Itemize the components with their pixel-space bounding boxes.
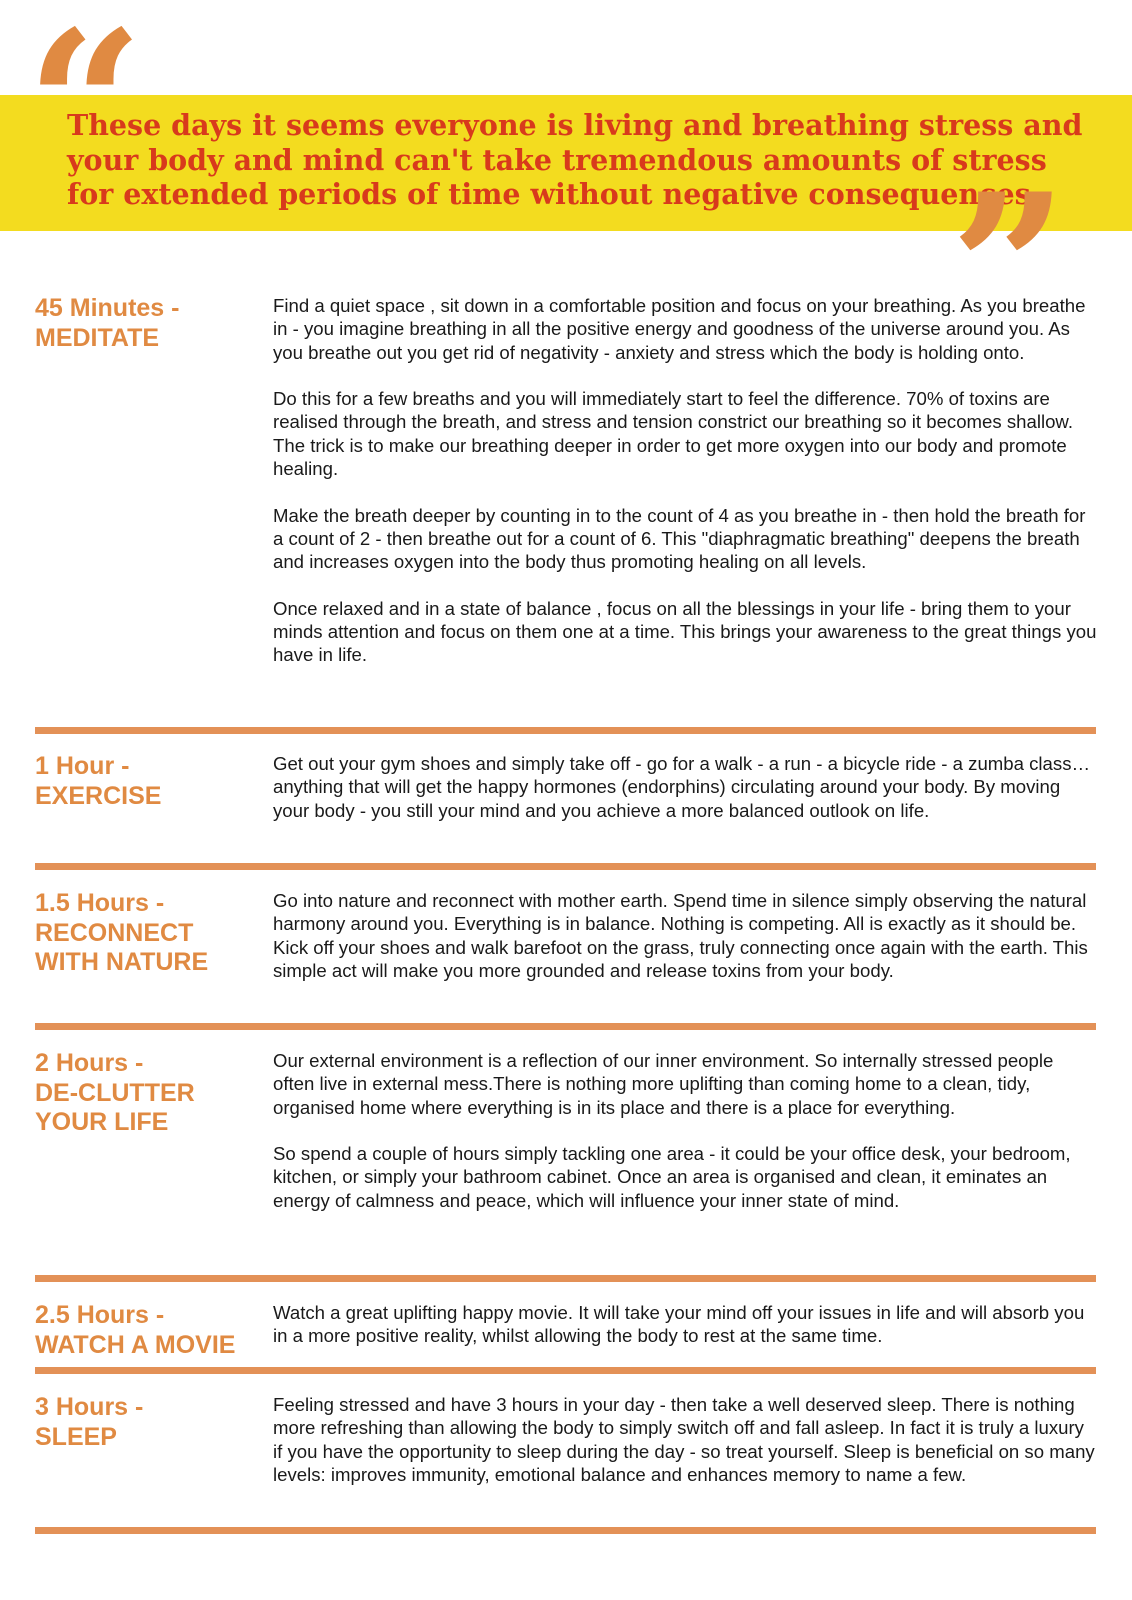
section-heading bbox=[35, 752, 255, 811]
section-heading-line: SLEEP bbox=[35, 1422, 117, 1451]
section-heading bbox=[35, 1049, 255, 1138]
section-divider bbox=[35, 1275, 1096, 1282]
paragraph: Make the breath deeper by counting in to the count of 4 as you breathe in - then hold the breath for a count of 2 - then breathe out for a count of 6. This "diaphragmatic breathing" deepens the breath and increases oxygen into the body thus promoting healing on all levels. bbox=[273, 504, 1086, 573]
section-heading-line: MEDITATE bbox=[35, 323, 160, 352]
section-body bbox=[273, 294, 1097, 667]
section-heading-line: 45 Minutes - bbox=[35, 294, 180, 322]
section-heading-line: RECONNECT bbox=[35, 918, 194, 947]
section-heading-line: 3 Hours - bbox=[35, 1393, 144, 1421]
section-heading-line: WITH NATURE bbox=[35, 948, 209, 976]
pull-quote-line: your body and mind can't take tremendous amounts of stress bbox=[67, 142, 1047, 177]
section-divider bbox=[35, 863, 1096, 870]
section-heading bbox=[35, 889, 255, 978]
open-quote-mark-icon: “ bbox=[26, 0, 144, 227]
section-body bbox=[273, 1393, 1097, 1486]
section-body bbox=[273, 752, 1097, 822]
section-heading-line: 1 Hour - bbox=[35, 752, 130, 780]
section-heading-line: DE-CLUTTER bbox=[35, 1078, 195, 1107]
section-heading-line: 2.5 Hours - bbox=[35, 1301, 165, 1329]
paragraph: Go into nature and reconnect with mother earth. Spend time in silence simply observing the natural harmony around you. Everything is in balance. Nothing is competing. All is exactly as it should be. Kick off your shoes and walk barefoot on the grass, truly connecting once again with the earth. This simple act will make you more grounded and release toxins from your body. bbox=[273, 890, 1088, 981]
section-body bbox=[273, 1301, 1097, 1348]
section-heading bbox=[35, 1393, 255, 1452]
pull-quote bbox=[67, 108, 1097, 212]
section-heading-line: EXERCISE bbox=[35, 781, 162, 810]
section-divider bbox=[35, 1367, 1096, 1374]
section-divider bbox=[35, 1023, 1096, 1030]
section-heading-line: 1.5 Hours - bbox=[35, 889, 165, 917]
section-body bbox=[273, 1049, 1097, 1212]
section-heading-line: YOUR LIFE bbox=[35, 1108, 169, 1136]
section-body bbox=[273, 889, 1097, 982]
paragraph: Once relaxed and in a state of balance , focus on all the blessings in your life - bring them to your minds attention and focus on them one at a time. This brings your awareness to the great things you have in life. bbox=[273, 597, 1097, 666]
section-heading-line: WATCH A MOVIE bbox=[35, 1330, 236, 1359]
paragraph: Find a quiet space , sit down in a comfortable position and focus on your breathing. As you breathe in - you imagine breathing in all the positive energy and goodness of the universe around you. As you breathe out you get rid of negativity - anxiety and stress which the body is holding onto. bbox=[273, 295, 1086, 363]
section-heading bbox=[35, 1301, 255, 1360]
close-quote-mark-icon: ” bbox=[950, 150, 1068, 390]
section-divider bbox=[35, 727, 1096, 734]
section-heading bbox=[35, 294, 255, 353]
paragraph: Our external environment is a reflection of our inner environment. So internally stressed people often live in external mess.There is nothing more uplifting than coming home to a clean, tidy, organised home where everything is in its place and there is a place for everything. bbox=[273, 1050, 1054, 1118]
paragraph: Feeling stressed and have 3 hours in your day - then take a well deserved sleep. There is nothing more refreshing than allowing the body to simply switch off and fall asleep. In fact it is truly a luxury if you have the opportunity to sleep during the day - so treat yourself. Sleep is beneficial on so many levels: improves immunity, emotional balance and enhances memory to name a few. bbox=[273, 1394, 1095, 1485]
pull-quote-line: for extended periods of time without negative consequences. bbox=[67, 177, 1041, 211]
paragraph: Do this for a few breaths and you will immediately start to feel the difference. 70% of toxins are realised through the breath, and stress and tension constrict our breathing so it becomes shallow. The trick is to make our breathing deeper in order to get more oxygen into our body and promote healing. bbox=[273, 388, 1073, 480]
paragraph: Get out your gym shoes and simply take off - go for a walk - a run - a bicycle ride - a zumba class…anything that will get the happy hormones (endorphins) circulating around your body. By moving your body - you still your mind and you achieve a more balanced outlook on life. bbox=[273, 753, 1091, 821]
paragraph: So spend a couple of hours simply tackling one area - it could be your office desk, your bedroom, kitchen, or simply your bathroom cabinet. Once an area is organised and clean, it eminates an energy of calmness and peace, which will influence your inner state of mind. bbox=[273, 1143, 1071, 1211]
section-heading-line: 2 Hours - bbox=[35, 1049, 144, 1077]
paragraph: Watch a great uplifting happy movie. It will take your mind off your issues in life and will absorb you in a more positive reality, whilst allowing the body to rest at the same time. bbox=[273, 1302, 1085, 1347]
pull-quote-line: These days it seems everyone is living and breathing stress and bbox=[67, 108, 1083, 142]
section-divider bbox=[35, 1527, 1096, 1534]
